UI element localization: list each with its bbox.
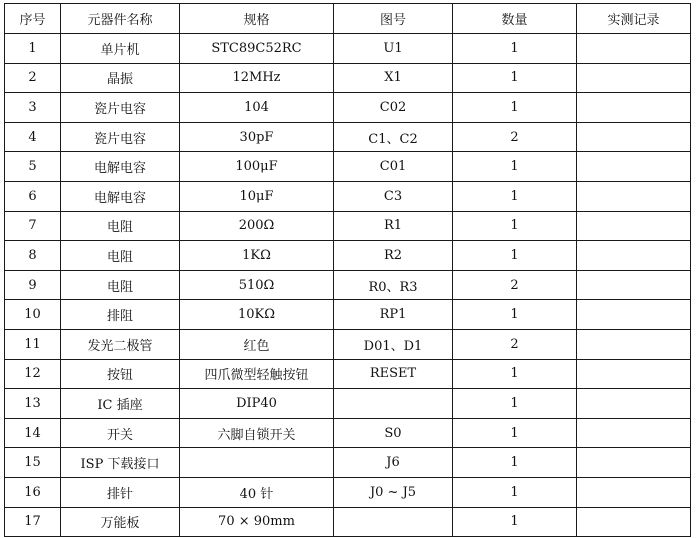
table-row bbox=[5, 300, 691, 330]
cell-measurement-record bbox=[577, 329, 691, 359]
cell-specification: 12MHz bbox=[180, 63, 334, 93]
cell-serial-number: 6 bbox=[5, 181, 61, 211]
header-measurement-record: 实测记录 bbox=[577, 4, 691, 34]
table-row bbox=[5, 507, 691, 537]
cell-component-name: 瓷片电容 bbox=[61, 93, 180, 123]
cell-serial-number: 1 bbox=[5, 34, 61, 64]
cell-component-name: 按钮 bbox=[61, 359, 180, 389]
table-row bbox=[5, 329, 691, 359]
cell-reference: U1 bbox=[334, 34, 453, 64]
cell-serial-number: 10 bbox=[5, 300, 61, 330]
cell-component-name: 开关 bbox=[61, 418, 180, 448]
cell-quantity: 2 bbox=[453, 329, 577, 359]
cell-component-name: IC 插座 bbox=[61, 389, 180, 419]
cell-quantity: 1 bbox=[453, 477, 577, 507]
cell-specification: 10KΩ bbox=[180, 300, 334, 330]
cell-reference: X1 bbox=[334, 63, 453, 93]
cell-specification: 40 针 bbox=[180, 477, 334, 507]
cell-serial-number: 12 bbox=[5, 359, 61, 389]
cell-specification bbox=[180, 448, 334, 478]
table-row bbox=[5, 270, 691, 300]
cell-reference bbox=[334, 507, 453, 537]
cell-measurement-record bbox=[577, 300, 691, 330]
cell-reference: R1 bbox=[334, 211, 453, 241]
header-specification: 规格 bbox=[180, 4, 334, 34]
table-row bbox=[5, 181, 691, 211]
cell-measurement-record bbox=[577, 270, 691, 300]
component-list-table bbox=[4, 3, 691, 537]
cell-specification: 四爪微型轻触按钮 bbox=[180, 359, 334, 389]
cell-specification: 70 × 90mm bbox=[180, 507, 334, 537]
header-reference: 图号 bbox=[334, 4, 453, 34]
cell-quantity: 1 bbox=[453, 507, 577, 537]
cell-measurement-record bbox=[577, 507, 691, 537]
cell-measurement-record bbox=[577, 241, 691, 271]
cell-reference: J6 bbox=[334, 448, 453, 478]
cell-serial-number: 14 bbox=[5, 418, 61, 448]
cell-component-name: 电阻 bbox=[61, 211, 180, 241]
cell-reference: C3 bbox=[334, 181, 453, 211]
cell-specification: 1KΩ bbox=[180, 241, 334, 271]
cell-serial-number: 16 bbox=[5, 477, 61, 507]
cell-component-name: 电解电容 bbox=[61, 181, 180, 211]
cell-serial-number: 15 bbox=[5, 448, 61, 478]
cell-component-name: 排阻 bbox=[61, 300, 180, 330]
cell-serial-number: 17 bbox=[5, 507, 61, 537]
cell-measurement-record bbox=[577, 211, 691, 241]
cell-specification: STC89C52RC bbox=[180, 34, 334, 64]
cell-specification: 30pF bbox=[180, 122, 334, 152]
cell-component-name: 瓷片电容 bbox=[61, 122, 180, 152]
table-row bbox=[5, 63, 691, 93]
cell-measurement-record bbox=[577, 448, 691, 478]
header-serial-number: 序号 bbox=[5, 4, 61, 34]
table-header-row bbox=[5, 4, 691, 34]
cell-reference: R2 bbox=[334, 241, 453, 271]
table-row bbox=[5, 93, 691, 123]
cell-component-name: 晶振 bbox=[61, 63, 180, 93]
cell-specification: 100μF bbox=[180, 152, 334, 182]
cell-component-name: 排针 bbox=[61, 477, 180, 507]
table-row bbox=[5, 389, 691, 419]
cell-specification: 104 bbox=[180, 93, 334, 123]
cell-component-name: 单片机 bbox=[61, 34, 180, 64]
cell-reference: S0 bbox=[334, 418, 453, 448]
cell-quantity: 1 bbox=[453, 152, 577, 182]
cell-specification: 200Ω bbox=[180, 211, 334, 241]
cell-component-name: 电阻 bbox=[61, 241, 180, 271]
cell-serial-number: 9 bbox=[5, 270, 61, 300]
cell-specification: DIP40 bbox=[180, 389, 334, 419]
cell-quantity: 1 bbox=[453, 211, 577, 241]
cell-measurement-record bbox=[577, 181, 691, 211]
cell-quantity: 1 bbox=[453, 359, 577, 389]
cell-measurement-record bbox=[577, 63, 691, 93]
cell-specification: 六脚自锁开关 bbox=[180, 418, 334, 448]
cell-reference: C1、C2 bbox=[334, 122, 453, 152]
table-row bbox=[5, 211, 691, 241]
cell-serial-number: 13 bbox=[5, 389, 61, 419]
cell-serial-number: 7 bbox=[5, 211, 61, 241]
cell-serial-number: 8 bbox=[5, 241, 61, 271]
cell-quantity: 2 bbox=[453, 270, 577, 300]
cell-reference bbox=[334, 389, 453, 419]
cell-quantity: 1 bbox=[453, 389, 577, 419]
cell-measurement-record bbox=[577, 389, 691, 419]
cell-serial-number: 2 bbox=[5, 63, 61, 93]
component-table-container bbox=[4, 3, 691, 537]
cell-reference: RP1 bbox=[334, 300, 453, 330]
table-row bbox=[5, 34, 691, 64]
cell-serial-number: 11 bbox=[5, 329, 61, 359]
cell-reference: RESET bbox=[334, 359, 453, 389]
cell-quantity: 1 bbox=[453, 34, 577, 64]
cell-quantity: 1 bbox=[453, 181, 577, 211]
cell-component-name: 电解电容 bbox=[61, 152, 180, 182]
cell-reference: R0、R3 bbox=[334, 270, 453, 300]
cell-measurement-record bbox=[577, 359, 691, 389]
cell-specification: 10μF bbox=[180, 181, 334, 211]
cell-reference: J0 ~ J5 bbox=[334, 477, 453, 507]
cell-measurement-record bbox=[577, 93, 691, 123]
cell-specification: 510Ω bbox=[180, 270, 334, 300]
table-row bbox=[5, 418, 691, 448]
cell-quantity: 1 bbox=[453, 418, 577, 448]
table-row bbox=[5, 477, 691, 507]
cell-quantity: 2 bbox=[453, 122, 577, 152]
table-body bbox=[5, 34, 691, 537]
cell-reference: C02 bbox=[334, 93, 453, 123]
cell-reference: C01 bbox=[334, 152, 453, 182]
cell-quantity: 1 bbox=[453, 63, 577, 93]
table-row bbox=[5, 359, 691, 389]
cell-component-name: 电阻 bbox=[61, 270, 180, 300]
cell-specification: 红色 bbox=[180, 329, 334, 359]
cell-measurement-record bbox=[577, 122, 691, 152]
cell-quantity: 1 bbox=[453, 241, 577, 271]
table-row bbox=[5, 241, 691, 271]
table-row bbox=[5, 152, 691, 182]
cell-serial-number: 5 bbox=[5, 152, 61, 182]
cell-component-name: 万能板 bbox=[61, 507, 180, 537]
cell-quantity: 1 bbox=[453, 93, 577, 123]
cell-measurement-record bbox=[577, 34, 691, 64]
header-quantity: 数量 bbox=[453, 4, 577, 34]
cell-serial-number: 4 bbox=[5, 122, 61, 152]
table-row bbox=[5, 122, 691, 152]
cell-serial-number: 3 bbox=[5, 93, 61, 123]
cell-measurement-record bbox=[577, 418, 691, 448]
cell-measurement-record bbox=[577, 477, 691, 507]
cell-quantity: 1 bbox=[453, 300, 577, 330]
cell-component-name: ISP 下载接口 bbox=[61, 448, 180, 478]
table-row bbox=[5, 448, 691, 478]
cell-reference: D01、D1 bbox=[334, 329, 453, 359]
header-component-name: 元器件名称 bbox=[61, 4, 180, 34]
cell-measurement-record bbox=[577, 152, 691, 182]
cell-quantity: 1 bbox=[453, 448, 577, 478]
cell-component-name: 发光二极管 bbox=[61, 329, 180, 359]
